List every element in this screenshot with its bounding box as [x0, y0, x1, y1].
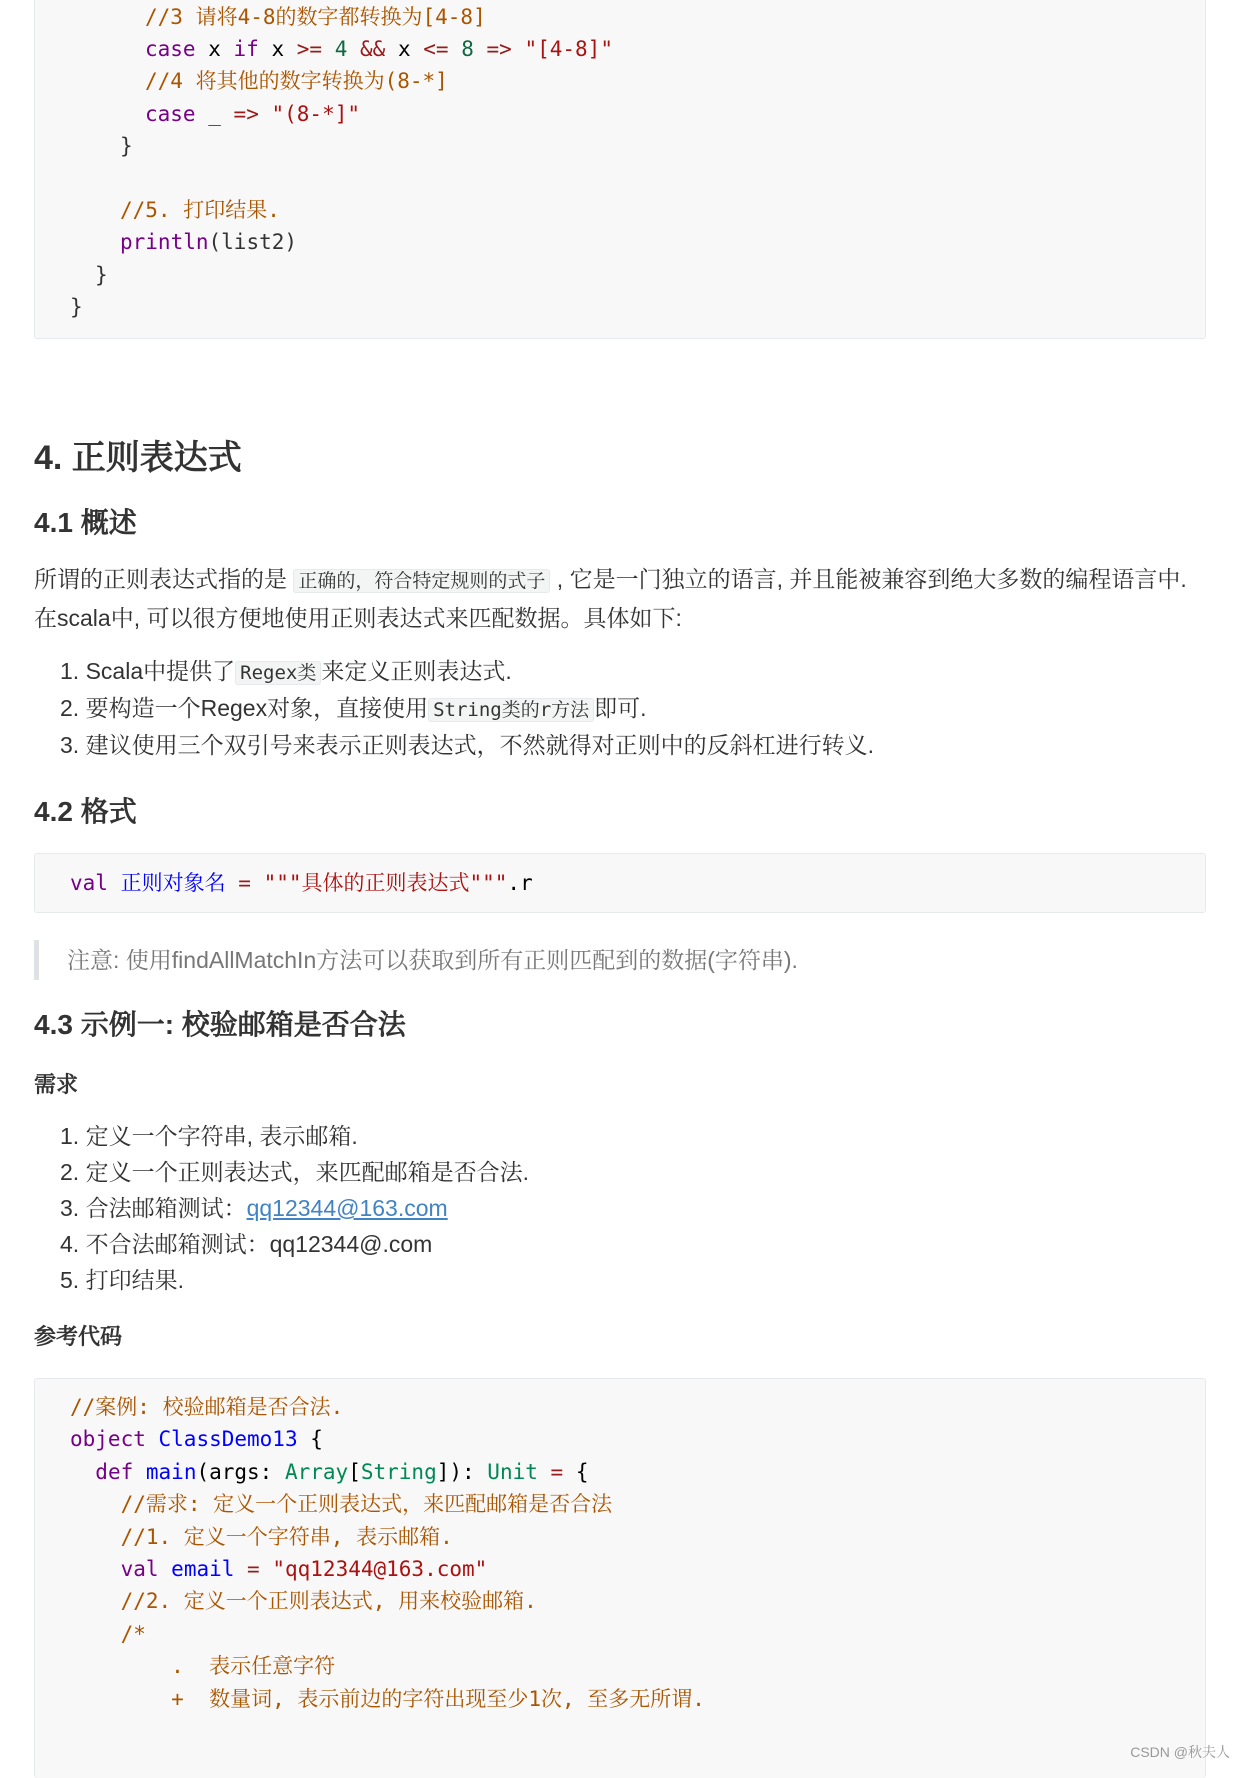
- code-token: [234, 1557, 247, 1581]
- code-line: [70, 1456, 588, 1488]
- code-line: [145, 98, 360, 130]
- code-line: [70, 1585, 537, 1617]
- code-token: email: [171, 1557, 235, 1581]
- note-blockquote: 注意: 使用findAllMatchIn方法可以获取到所有正则匹配到的数据(字符串).: [34, 940, 1206, 980]
- code-token: x: [195, 37, 234, 62]
- code-line: [70, 1553, 487, 1585]
- code-token: //1. 定义一个字符串, 表示邮箱.: [120, 1524, 453, 1549]
- list-number: 1.: [60, 1123, 86, 1149]
- code-token: [226, 871, 239, 895]
- list-number: 3.: [60, 732, 86, 758]
- code-token: object: [70, 1427, 146, 1452]
- code-token: case: [145, 37, 196, 62]
- code-line: [145, 1, 486, 33]
- code-token: . 表示任意字符: [120, 1654, 336, 1679]
- overview-text-a: 所谓的正则表达式指的是: [34, 566, 287, 592]
- code-token: [538, 1460, 551, 1484]
- list-number: 1.: [60, 658, 86, 684]
- list-item: [60, 1190, 448, 1226]
- list-item: [60, 727, 874, 763]
- list-text: 即可.: [594, 695, 647, 721]
- code-token: """具体的正则表达式""": [263, 871, 508, 895]
- list-number: 3.: [60, 1195, 86, 1221]
- code-token: case: [145, 101, 196, 126]
- overview-inline-code: 正确的，符合特定规则的式子: [293, 569, 550, 593]
- code-token: =>: [233, 101, 259, 126]
- code-token: 8: [461, 37, 474, 62]
- overview-text-b: , 它是一门独立的语言, 并且能被兼容到绝大多数的编程语言中. 在scala中, 可以很方便地使用正则表达式来匹配数据。具体如下:: [34, 566, 1187, 631]
- code-token: x: [258, 37, 297, 62]
- code-line: [120, 194, 280, 226]
- code-token: 4: [334, 37, 348, 62]
- reference-code-heading: 参考代码: [34, 1324, 123, 1349]
- code-token: //4 将其他的数字转换为(8-*]: [145, 69, 448, 94]
- code-token: =: [550, 1459, 564, 1484]
- section-heading-4: 4. 正则表达式: [34, 439, 242, 477]
- list-number: 2.: [60, 1159, 86, 1185]
- code-token: "[4-8]": [524, 37, 613, 62]
- code-token: _: [208, 101, 221, 126]
- section-heading-4-3: 4.3 示例一: 校验邮箱是否合法: [34, 1009, 406, 1040]
- code-token: =>: [486, 37, 512, 62]
- code-token: [196, 102, 209, 126]
- code-line: [70, 1683, 705, 1715]
- section-heading-4-1: 4.1 概述: [34, 507, 137, 538]
- code-token: [259, 102, 272, 126]
- code-token: Array: [284, 1459, 349, 1484]
- code-token: [108, 871, 121, 895]
- list-item: [60, 653, 512, 691]
- list-text: 建议使用三个双引号来表示正则表达式，不然就得对正则中的反斜杠进行转义.: [85, 732, 874, 758]
- code-token: [512, 37, 525, 61]
- list-text: 要构造一个Regex对象，直接使用: [85, 695, 429, 721]
- code-token: =: [247, 1557, 260, 1581]
- list-text: 合法邮箱测试：: [85, 1195, 247, 1221]
- code-token: if: [233, 37, 259, 62]
- list-inline-code: Regex类: [235, 661, 321, 685]
- code-token: [449, 37, 462, 61]
- code-token: ClassDemo13: [158, 1427, 298, 1452]
- code-token: [70, 1557, 121, 1581]
- code-line: [70, 1391, 343, 1423]
- code-token: [260, 1557, 273, 1581]
- code-token: [70, 1687, 121, 1711]
- code-token: [70, 1654, 121, 1678]
- list-item: [60, 1262, 184, 1298]
- list-item: [60, 690, 647, 728]
- code-token: Unit: [487, 1459, 538, 1484]
- list-number: 5.: [60, 1267, 86, 1293]
- list-text: 定义一个字符串, 表示邮箱.: [85, 1123, 358, 1149]
- code-token: &&: [360, 37, 386, 62]
- code-block-example: [34, 1378, 1206, 1778]
- list-text: 来定义正则表达式.: [321, 658, 512, 684]
- code-token: {: [297, 1427, 323, 1452]
- code-token: [70, 1589, 121, 1613]
- code-token: x: [385, 37, 424, 62]
- code-token: def: [95, 1459, 134, 1484]
- code-token: //2. 定义一个正则表达式, 用来校验邮箱.: [120, 1589, 537, 1614]
- code-token: "qq12344@163.com": [272, 1557, 488, 1581]
- code-token: //需求: 定义一个正则表达式，来匹配邮箱是否合法: [120, 1492, 613, 1517]
- code-token: }: [70, 294, 83, 319]
- requirement-heading: 需求: [34, 1072, 79, 1097]
- code-token: val: [70, 871, 108, 895]
- code-token: [70, 1460, 95, 1484]
- list-number: 4.: [60, 1231, 86, 1257]
- code-line: [95, 259, 108, 291]
- code-token: .r: [507, 871, 533, 895]
- code-token: >=: [296, 37, 323, 62]
- list-inline-code: String类的r方法: [428, 698, 594, 722]
- code-token: {: [563, 1459, 589, 1484]
- list-text: Scala中提供了: [85, 658, 236, 684]
- code-block-top: [34, 0, 1206, 339]
- code-token: 正则对象名: [120, 871, 226, 895]
- email-link[interactable]: qq12344@163.com: [246, 1195, 448, 1221]
- list-item: [60, 1118, 358, 1154]
- code-token: =: [238, 871, 251, 895]
- code-token: //3 请将4-8的数字都转换为[4-8]: [145, 5, 486, 29]
- list-text: 定义一个正则表达式，来匹配邮箱是否合法.: [85, 1159, 529, 1185]
- code-token: }: [120, 133, 133, 158]
- code-token: [159, 1557, 172, 1581]
- code-token: [347, 37, 360, 61]
- code-line: [70, 291, 83, 323]
- code-token: val: [120, 1557, 159, 1581]
- code-token: [146, 1427, 159, 1451]
- code-token: (list2): [208, 230, 298, 255]
- code-token: ]):: [436, 1459, 488, 1484]
- code-line: [70, 867, 533, 899]
- list-item: [60, 1226, 432, 1262]
- code-token: [251, 871, 264, 895]
- code-token: main: [145, 1459, 197, 1484]
- overview-paragraph: [34, 561, 1206, 637]
- code-token: [: [348, 1459, 361, 1484]
- code-token: String: [360, 1459, 437, 1484]
- list-text: 打印结果.: [85, 1267, 184, 1293]
- code-line: [70, 1423, 323, 1455]
- code-line: [145, 65, 448, 97]
- code-token: [474, 37, 487, 61]
- code-token: (args:: [196, 1459, 285, 1484]
- list-text: 不合法邮箱测试：qq12344@.com: [85, 1231, 433, 1257]
- code-token: [322, 37, 335, 61]
- csdn-watermark: CSDN @秋夫人: [1130, 1744, 1230, 1760]
- code-token: [70, 1525, 121, 1549]
- code-token: <=: [423, 37, 449, 62]
- list-item: [60, 1154, 529, 1190]
- code-token: [70, 1492, 121, 1516]
- code-line: [70, 1650, 335, 1682]
- code-line: [70, 1488, 612, 1520]
- code-line: [120, 130, 133, 162]
- code-token: [133, 1460, 146, 1484]
- code-line: [70, 1618, 146, 1650]
- code-block-format: [34, 853, 1206, 913]
- list-number: 2.: [60, 695, 86, 721]
- code-token: /*: [120, 1621, 146, 1646]
- code-token: //5. 打印结果.: [120, 198, 280, 223]
- code-token: + 数量词, 表示前边的字符出现至少1次, 至多无所谓.: [120, 1686, 705, 1711]
- section-heading-4-2: 4.2 格式: [34, 796, 137, 827]
- code-line: [70, 1521, 453, 1553]
- code-token: //案例: 校验邮箱是否合法.: [70, 1395, 344, 1419]
- code-token: [70, 1622, 121, 1646]
- code-token: }: [95, 262, 108, 287]
- code-token: "(8-*]": [271, 101, 361, 126]
- code-line: [145, 33, 613, 65]
- code-token: println: [120, 230, 209, 255]
- code-token: [221, 102, 234, 126]
- code-line: [120, 226, 297, 258]
